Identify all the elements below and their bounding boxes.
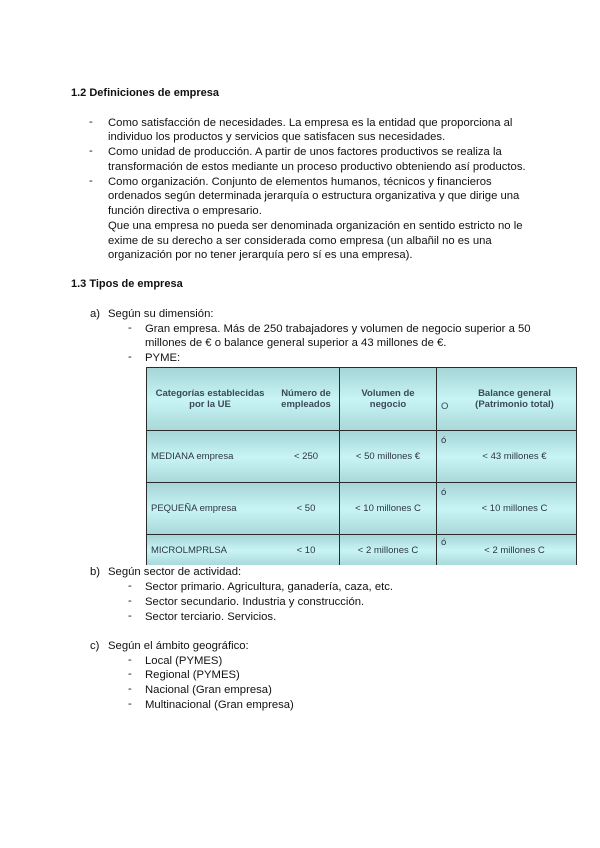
list-marker: a) [90,308,101,320]
list-marker: c) [90,640,100,652]
pyme-table [146,367,577,565]
list-label: Según su dimensión: [108,308,214,320]
bullet-dash: - [128,322,132,334]
list-label: Según el ámbito geográfico: [108,640,249,652]
bullet-dash: - [128,351,132,363]
table-cell-employees: < 250 [273,431,340,483]
text-line: millones de € o balance general superior a 43 millones de €. [145,337,447,349]
text-line: transformación de estos mediante un proceso productivo obteniendo así productos. [108,161,526,173]
table-row [147,431,577,483]
text-line: Como unidad de producción. A partir de unos factores productivos se realiza la [108,146,502,158]
bullet-dash: - [89,175,93,187]
text-line: Multinacional (Gran empresa) [145,699,294,711]
table-cell-employees: < 10 [273,535,340,566]
text-line: Sector primario. Agricultura, ganadería, caza, etc. [145,581,394,593]
table-cell-or: ó [437,535,454,566]
bullet-dash: - [128,580,132,592]
table-header-cell: O [437,368,454,431]
section-heading-1-2: 1.2 Definiciones de empresa [71,87,219,99]
text-line: Gran empresa. Más de 250 trabajadores y volumen de negocio superior a 50 [145,323,531,335]
bullet-dash: - [128,654,132,666]
text-line: individuo los productos y servicios que satisfacen sus necesidades. [108,131,446,143]
text-line: Como satisfacción de necesidades. La empresa es la entidad que proporciona al [108,117,513,129]
text-line: función directiva o empresario. [108,205,262,217]
table-cell-volume: < 10 millones C [340,483,437,535]
table-row [147,535,577,566]
table-header-cell: Número de empleados [273,368,340,431]
text-line: Sector terciario. Servicios. [145,611,277,623]
table-cell-volume: < 2 millones C [340,535,437,566]
text-line: Regional (PYMES) [145,669,240,681]
table-header-cell: Volumen de negocio [340,368,437,431]
bullet-dash: - [89,116,93,128]
text-line: Sector secundario. Industria y construcción. [145,596,365,608]
bullet-dash: - [128,595,132,607]
text-line: exime de su derecho a ser considerada como empresa (un albañil no es una [108,235,492,247]
text-line: Nacional (Gran empresa) [145,684,272,696]
table-header-cell: Categorías establecidas por la UE [147,368,274,431]
table-cell-volume: < 50 millones € [340,431,437,483]
table-header-cell: Balance general (Patrimonio total) [453,368,577,431]
table-cell-category: PEQUEÑA empresa [147,483,274,535]
text-line: Local (PYMES) [145,655,223,667]
text-line: ordenados según determinada jerarquía o estructura organizativa y que dirige una [108,190,520,202]
bullet-dash: - [128,668,132,680]
bullet-dash: - [128,683,132,695]
table-cell-employees: < 50 [273,483,340,535]
bullet-dash: - [128,610,132,622]
table-cell-balance: < 2 millones C [453,535,577,566]
table-row [147,483,577,535]
bullet-dash: - [128,698,132,710]
table-cell-balance: < 43 millones € [453,431,577,483]
text-line: PYME: [145,352,181,364]
table-cell-balance: < 10 millones C [453,483,577,535]
bullet-dash: - [89,145,93,157]
section-heading-1-3: 1.3 Tipos de empresa [71,278,183,290]
list-marker: b) [90,566,101,578]
table-header-row [147,368,577,431]
table-cell-category: MICROLMPRLSA [147,535,274,566]
table-cell-category: MEDIANA empresa [147,431,274,483]
table-cell-or: ó [437,431,454,483]
text-line: Como organización. Conjunto de elementos humanos, técnicos y financieros [108,176,492,188]
text-line: Que una empresa no pueda ser denominada organización en sentido estricto no le [108,220,523,232]
list-label: Según sector de actividad: [108,566,242,578]
table-cell-or: ó [437,483,454,535]
text-line: organización por no tener jerarquía pero sí es una empresa). [108,249,413,261]
